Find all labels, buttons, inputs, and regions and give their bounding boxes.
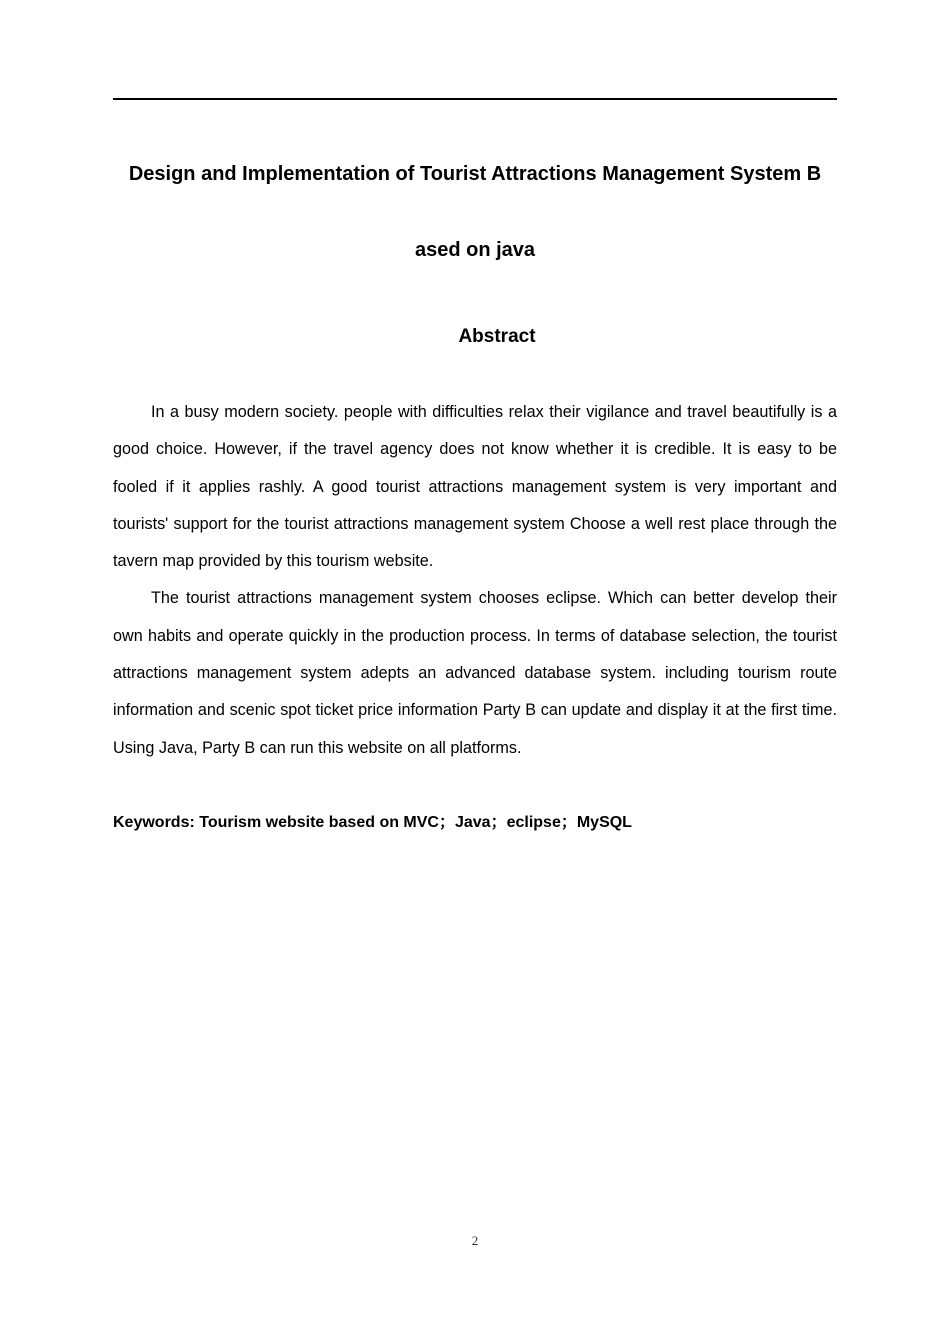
paper-title-line-1: Design and Implementation of Tourist Attractions Management System B <box>128 163 822 185</box>
abstract-paragraph-2: The tourist attractions management system chooses eclipse. Which can better develop their own habits and operate quickly in the production process. In terms of database selection, the tourist attractions management system adepts an advanced database system. including tourism route information and scenic spot ticket price information Party B can update and display it at the first time. Using Java, Party B can run this website on all platforms. <box>113 589 837 757</box>
header-rule <box>113 98 837 100</box>
abstract-heading: Abstract <box>458 326 536 347</box>
paper-title-line-2: ased on java <box>414 239 536 261</box>
paper-title <box>113 136 837 288</box>
keywords-line: Keywords: Tourism website based on MVC；Java；eclipse；MySQL <box>113 814 632 831</box>
abstract-paragraph-1: In a busy modern society. people with difficulties relax their vigilance and travel beautifully is a good choice. However, if the travel agency does not know whether it is credible. It is easy to be fooled if it applies rashly. A good tourist attractions management system is very important and tourists' support for the tourist attractions management system Choose a well rest place through the tavern map provided by this tourism website. <box>113 403 837 571</box>
page-number: 2 <box>471 1233 479 1248</box>
abstract-body <box>113 394 837 767</box>
